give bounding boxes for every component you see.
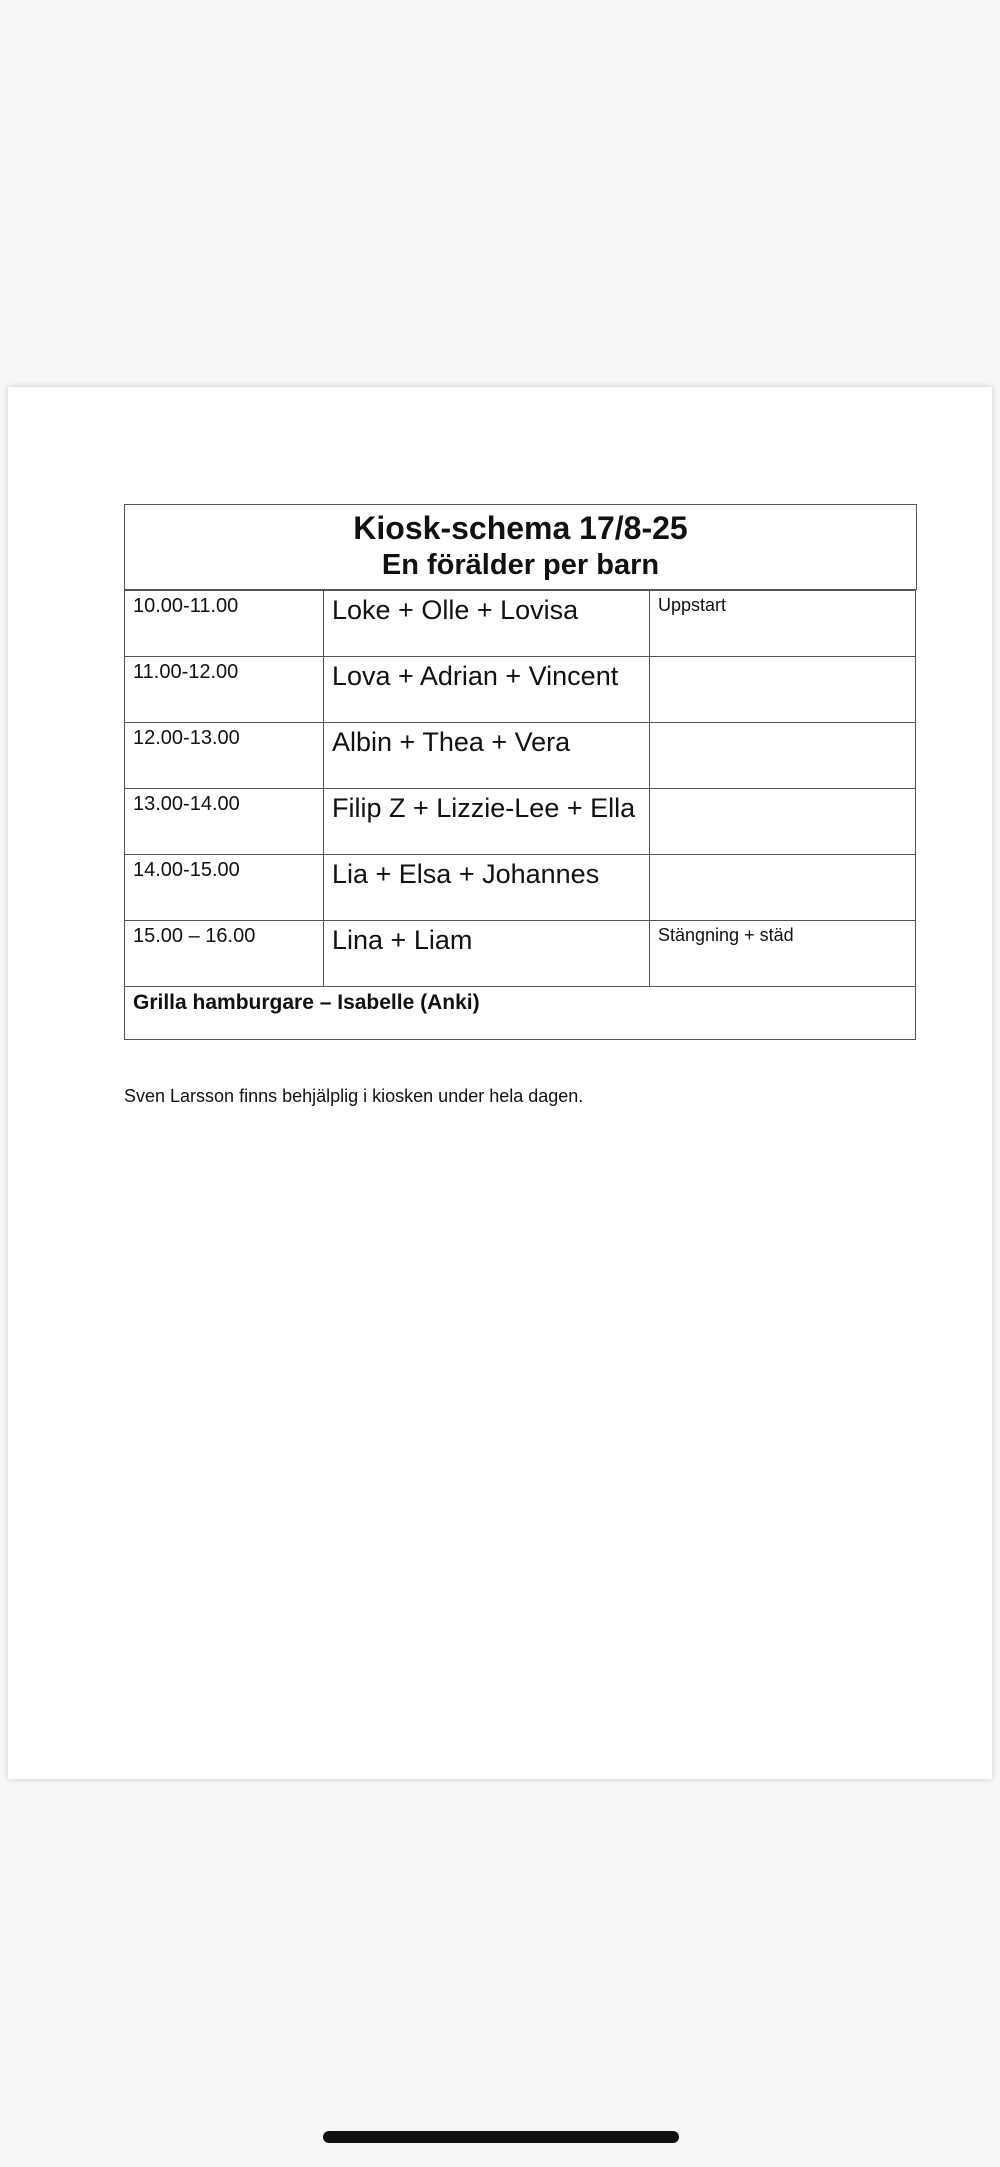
table-row [125, 657, 916, 723]
schedule-subtitle: En förälder per barn [381, 549, 660, 581]
footnote-text: Sven Larsson finns behjälplig i kiosken under hela dagen. [124, 1086, 584, 1106]
note-cell [650, 723, 916, 789]
time-cell: 13.00-14.00 [125, 789, 324, 855]
time-cell: 14.00-15.00 [125, 855, 324, 921]
time-cell: 10.00-11.00 [125, 591, 324, 657]
table-row [125, 789, 916, 855]
time-cell: 15.00 – 16.00 [125, 921, 324, 987]
table-row [125, 855, 916, 921]
table-row [125, 723, 916, 789]
time-cell: 12.00-13.00 [125, 723, 324, 789]
names-cell: Lia + Elsa + Johannes [324, 855, 650, 921]
schedule-header [124, 504, 917, 590]
note-cell [650, 657, 916, 723]
time-cell: 11.00-12.00 [125, 657, 324, 723]
schedule-title: Kiosk-schema 17/8-25 [353, 510, 688, 546]
names-cell: Lina + Liam [324, 921, 650, 987]
note-cell [650, 855, 916, 921]
schedule-table [124, 504, 916, 1040]
note-cell: Stängning + städ [650, 921, 916, 987]
note-cell: Uppstart [650, 591, 916, 657]
names-cell: Lova + Adrian + Vincent [324, 657, 650, 723]
table-row [125, 591, 916, 657]
home-indicator[interactable] [323, 2131, 679, 2143]
schedule-grid [124, 590, 916, 1040]
names-cell: Loke + Olle + Lovisa [324, 591, 650, 657]
grill-row [125, 987, 916, 1040]
names-cell: Albin + Thea + Vera [324, 723, 650, 789]
table-row [125, 921, 916, 987]
grill-cell: Grilla hamburgare – Isabelle (Anki) [125, 987, 916, 1040]
note-cell [650, 789, 916, 855]
names-cell: Filip Z + Lizzie-Lee + Ella [324, 789, 650, 855]
